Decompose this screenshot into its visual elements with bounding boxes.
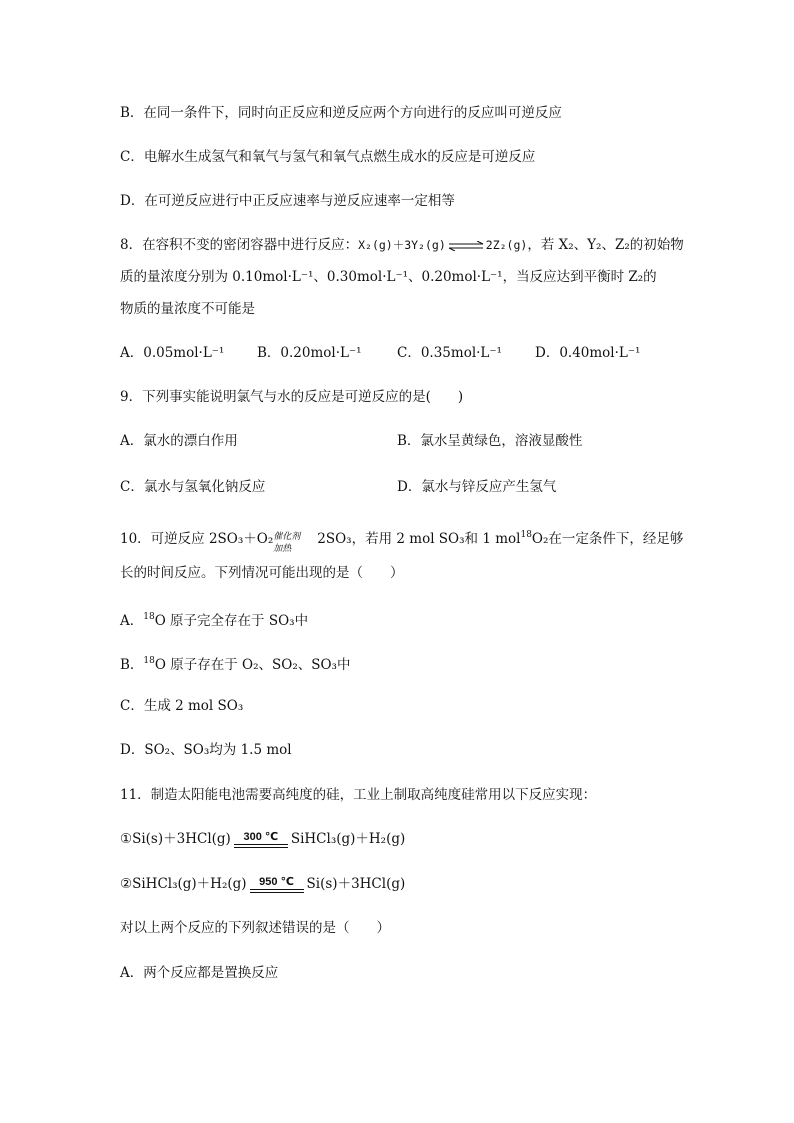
q10-option-b-iso: 18 xyxy=(143,656,155,666)
q10-option-b-text: O 原子存在于 O₂、SO₂、SO₃中 xyxy=(154,657,351,673)
catalyst-label: 催化剂 xyxy=(273,531,301,542)
r2-rhs: Si(s)＋3HCl(g) xyxy=(306,876,406,892)
q8-stem-line2: 质的量浓度分别为 0.10mol·L⁻¹、0.30mol·L⁻¹、0.20mol·L⁻¹，当反应达到平衡时 Z₂的 xyxy=(120,269,657,285)
r1-rhs: SiHCl₃(g)＋H₂(g) xyxy=(290,831,406,847)
q11-reaction-1 xyxy=(120,830,405,849)
q8-option-d: D．0.40mol·L⁻¹ xyxy=(535,345,641,361)
r2-condition xyxy=(248,876,306,894)
q9-option-a: A．氯水的漂白作用 xyxy=(120,433,238,449)
q10-option-b-label: B． xyxy=(120,657,144,673)
q8-eq-lhs: X₂(g)＋3Y₂(g) xyxy=(358,238,446,252)
q8-eq-rhs: 2Z₂(g) xyxy=(485,238,528,252)
equals-sign-icon xyxy=(234,844,288,848)
q10-isotope: 18 xyxy=(520,530,532,540)
r2-condition-label: 950 ℃ xyxy=(259,875,294,888)
q8-text1: ，若 X₂、Y₂、Z₂的初始物 xyxy=(527,237,684,253)
q8-stem-line3: 物质的量浓度不可能是 xyxy=(120,301,255,317)
heat-label: 加热 xyxy=(273,543,292,554)
q11-question: 对以上两个反应的下列叙述错误的是（ ） xyxy=(120,920,390,936)
equals-sign-icon xyxy=(250,889,304,893)
q9-option-c: C．氯水与氢氧化钠反应 xyxy=(120,479,266,495)
q10-stem-line2: 长的时间反应。下列情况可能出现的是（ ） xyxy=(120,565,404,581)
q10-prefix: 10．可逆反应 2SO₃＋O₂ xyxy=(120,531,274,547)
q10-option-c: C．生成 2 mol SO₃ xyxy=(120,698,244,714)
q10-mid: 2SO₃，若用 2 mol SO₃和 1 mol xyxy=(317,531,521,547)
q10-option-a-iso: 18 xyxy=(143,612,155,622)
q8-prefix: 8．在容积不变的密闭容器中进行反应： xyxy=(120,237,359,253)
q11-reaction-2 xyxy=(120,875,405,894)
catalyst-condition xyxy=(273,528,317,552)
reversible-arrow-icon xyxy=(448,241,484,251)
q10-option-b xyxy=(120,652,350,674)
q8-stem-line1 xyxy=(120,236,684,254)
r1-lhs: ①Si(s)＋3HCl(g) xyxy=(120,831,231,847)
q10-option-a-text: O 原子完全存在于 SO₃中 xyxy=(154,613,309,629)
r2-lhs: ②SiHCl₃(g)＋H₂(g) xyxy=(120,876,247,892)
q10-tail: O₂在一定条件下，经足够 xyxy=(531,531,684,547)
q10-option-a-label: A． xyxy=(120,613,144,629)
q11-stem: 11．制造太阳能电池需要高纯度的硅，工业上制取高纯度硅常用以下反应实现： xyxy=(120,787,597,803)
q9-option-d: D．氯水与锌反应产生氢气 xyxy=(397,479,557,495)
q10-option-a xyxy=(120,608,308,630)
q7-option-c: C．电解水生成氢气和氧气与氢气和氧气点燃生成水的反应是可逆反应 xyxy=(120,149,536,165)
q8-option-a: A．0.05mol·L⁻¹ xyxy=(120,345,225,361)
q11-option-a: A．两个反应都是置换反应 xyxy=(120,965,279,981)
r1-condition xyxy=(232,831,290,849)
q8-option-b: B．0.20mol·L⁻¹ xyxy=(257,345,362,361)
r1-condition-label: 300 ℃ xyxy=(243,830,279,843)
q8-option-c: C．0.35mol·L⁻¹ xyxy=(397,345,502,361)
q10-option-d: D．SO₂、SO₃均为 1.5 mol xyxy=(120,742,292,758)
q7-option-d: D．在可逆反应进行中正反应速率与逆反应速率一定相等 xyxy=(120,193,455,209)
q7-option-b: B．在同一条件下，同时向正反应和逆反应两个方向进行的反应叫可逆反应 xyxy=(120,105,562,121)
q10-stem-line1 xyxy=(120,526,683,552)
q9-stem: 9．下列事实能说明氯气与水的反应是可逆反应的是( ) xyxy=(120,389,464,405)
q9-option-b: B．氯水呈黄绿色，溶液显酸性 xyxy=(397,433,583,449)
